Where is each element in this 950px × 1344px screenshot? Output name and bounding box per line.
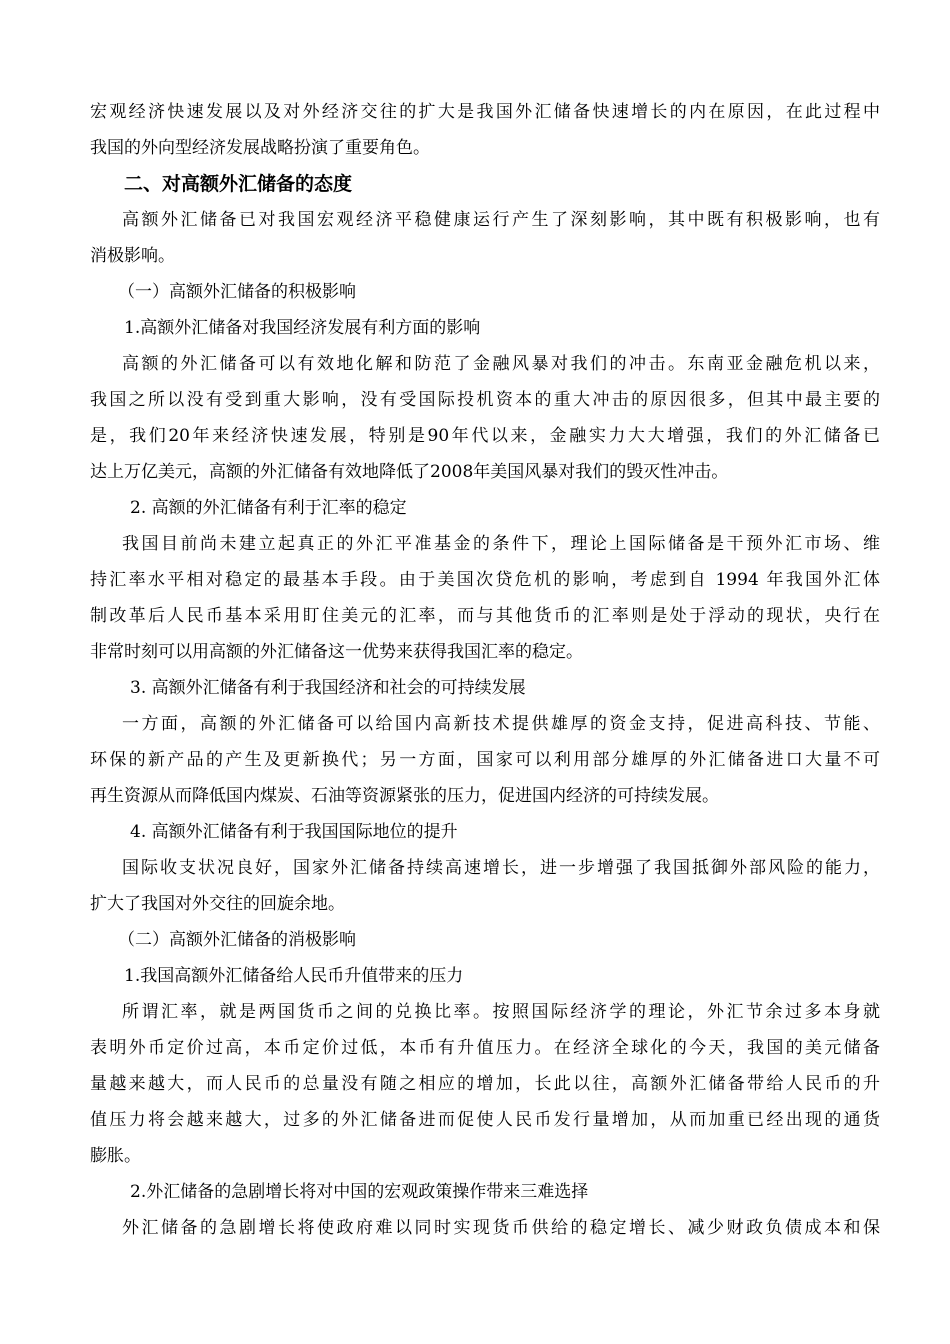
paragraph-line: 膨胀。 <box>90 1146 141 1166</box>
paragraph-line: 量越来越大，而人民币的总量没有随之相应的增加，长此以往，高额外汇储备带给人民币的升 <box>90 1074 880 1094</box>
paragraph-line: 再生资源从而降低国内煤炭、石油等资源紧张的压力，促进国内经济的可持续发展。 <box>90 786 719 806</box>
paragraph-line: 表明外币定价过高，本币定价过低，本币有升值压力。在经济全球化的今天，我国的美元储备 <box>90 1038 880 1058</box>
paragraph-line: 我国目前尚未建立起真正的外汇平准基金的条件下，理论上国际储备是干预外汇市场、维 <box>122 534 880 554</box>
paragraph-line: 高额的外汇储备可以有效地化解和防范了金融风暴对我们的冲击。东南亚金融危机以来， <box>122 354 880 374</box>
paragraph-line: 达上万亿美元，高额的外汇储备有效地降低了2008年美国风暴对我们的毁灭性冲击。 <box>90 462 729 482</box>
item-heading: 1.我国高额外汇储备给人民币升值带来的压力 <box>124 966 464 986</box>
paragraph-line: 国际收支状况良好，国家外汇储备持续高速增长，进一步增强了我国抵御外部风险的能力， <box>122 858 880 878</box>
paragraph-line: 一方面，高额的外汇储备可以给国内高新技术提供雄厚的资金支持，促进高科技、节能、 <box>122 714 880 734</box>
paragraph-line: 我国之所以没有受到重大影响，没有受国际投机资本的重大冲击的原因很多，但其中最主要的 <box>90 390 880 410</box>
paragraph-line: 持汇率水平相对稳定的最基本手段。由于美国次贷危机的影响，考虑到自 1994 年我国外汇体 <box>90 570 880 590</box>
subsection-heading: （二）高额外汇储备的消极影响 <box>118 930 356 950</box>
paragraph-line: 值压力将会越来越大，过多的外汇储备进而促使人民币发行量增加，从而加重已经出现的通货 <box>90 1110 880 1130</box>
paragraph-line: 是，我们20年来经济快速发展，特别是90年代以来，金融实力大大增强，我们的外汇储备已 <box>90 426 880 446</box>
paragraph-line: 扩大了我国对外交往的回旋余地。 <box>90 894 345 914</box>
item-heading: 1.高额外汇储备对我国经济发展有利方面的影响 <box>124 318 481 338</box>
item-heading: 2.外汇储备的急剧增长将对中国的宏观政策操作带来三难选择 <box>130 1182 589 1202</box>
subsection-heading: （一）高额外汇储备的积极影响 <box>118 282 356 302</box>
section-heading: 二、对高额外汇储备的态度 <box>124 173 353 195</box>
paragraph-line: 环保的新产品的产生及更新换代；另一方面，国家可以利用部分雄厚的外汇储备进口大量不可 <box>90 750 880 770</box>
item-heading: 4. 高额外汇储备有利于我国国际地位的提升 <box>130 822 458 842</box>
document-body <box>90 94 880 1246</box>
paragraph-line: 高额外汇储备已对我国宏观经济平稳健康运行产生了深刻影响，其中既有积极影响，也有 <box>122 210 880 230</box>
paragraph-line: 制改革后人民币基本采用盯住美元的汇率，而与其他货币的汇率则是处于浮动的现状，央行在 <box>90 606 880 626</box>
paragraph-line: 我国的外向型经济发展战略扮演了重要角色。 <box>90 138 430 158</box>
paragraph-line: 宏观经济快速发展以及对外经济交往的扩大是我国外汇储备快速增长的内在原因，在此过程中 <box>90 102 880 122</box>
paragraph-line: 所谓汇率，就是两国货币之间的兑换比率。按照国际经济学的理论，外汇节余过多本身就 <box>122 1002 880 1022</box>
paragraph-line: 消极影响。 <box>90 246 175 266</box>
paragraph-line: 非常时刻可以用高额的外汇储备这一优势来获得我国汇率的稳定。 <box>90 642 583 662</box>
item-heading: 3. 高额外汇储备有利于我国经济和社会的可持续发展 <box>130 678 526 698</box>
paragraph-line: 外汇储备的急剧增长将使政府难以同时实现货币供给的稳定增长、减少财政负债成本和保 <box>122 1218 880 1238</box>
item-heading: 2. 高额的外汇储备有利于汇率的稳定 <box>130 498 407 518</box>
